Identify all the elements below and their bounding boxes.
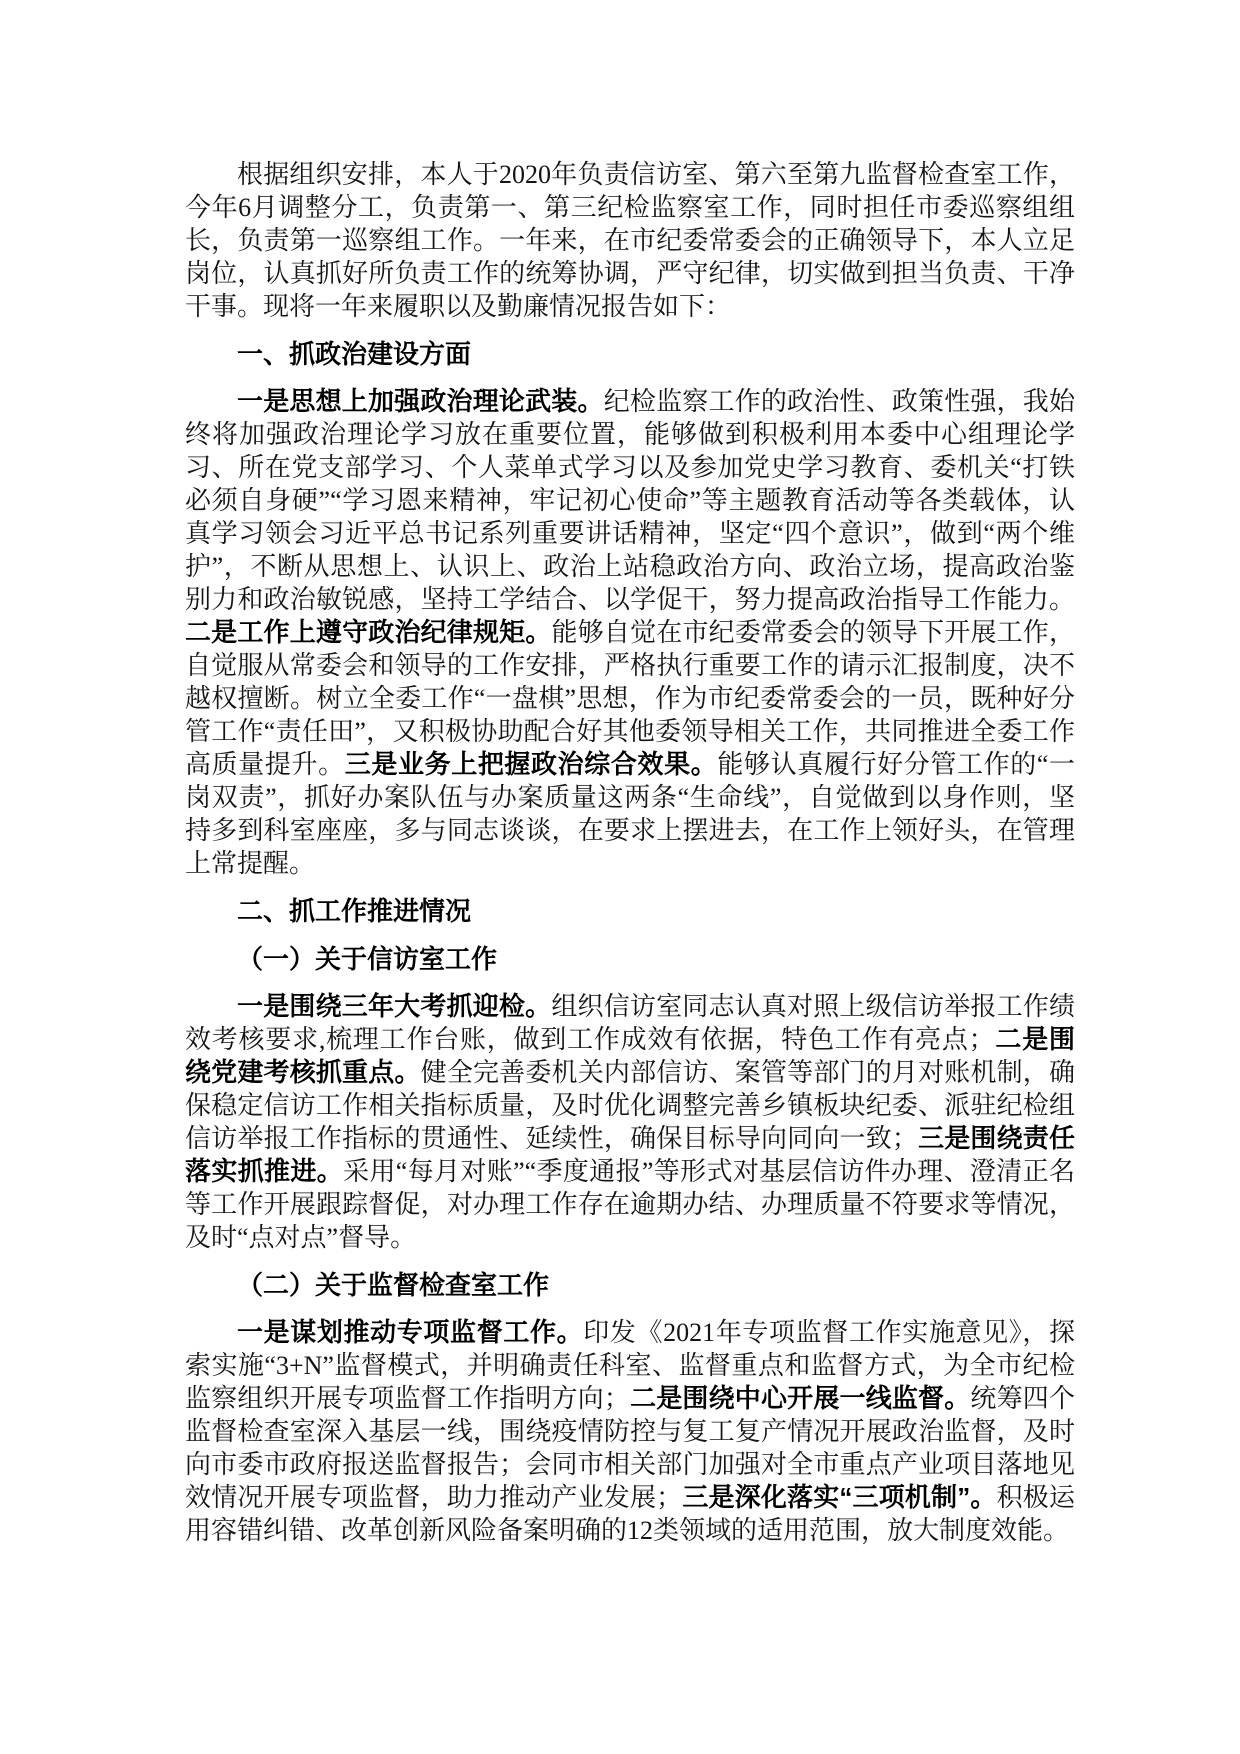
sub-1-bold-lead-1: 一是围绕三年大考抓迎检。 [237,991,552,1021]
sub-1-body-1: 组织信访室同志认真对照上级信访举报工作绩效考核要求,梳理工作台账，做到工作成效有依据，特色工作有亮点； [185,992,1075,1054]
sub-1-bold-lead-3: 三是围绕责任落实抓推进。 [185,1123,1075,1186]
sub-2-bold-lead-2: 二是围绕中心开展一线监督。 [629,1383,971,1413]
sub-2-body-2: 统筹四个监督检查室深入基层一线，围绕疫情防控与复工复产情况开展政治监督，及时向市委市政府报送监督报告；会同市相关部门加强对全市重点产业项目落地见效情况开展专项监督，助力推动产业发展； [185,1384,1075,1512]
sub-2-bold-lead-1: 一是谋划推动专项监督工作。 [237,1317,584,1347]
section-2-title: 二、抓工作推进情况 [237,896,472,926]
intro-text: 根据组织安排，本人于2020年负责信访室、第六至第九监督检查室工作，今年6月调整分工，负责第一、第三纪检监察室工作，同时担任市委巡察组组长，负责第一巡察组工作。一年来，在市纪委常委会的正确领导下，本人立足岗位，认真抓好所负责工作的统筹协调，严守纪律，切实做到担当负责、干净干事。现将一年来履职以及勤廉情况报告如下： [185,160,1075,321]
sub-2-body-1: 印发《2021年专项监督工作实施意见》，探索实施“3+N”监督模式，并明确责任科室、监督重点和监督方式，为全市纪检监察组织开展专项监督工作指明方向； [185,1318,1075,1413]
section-2-sub-2-title: （二）关于监督检查室工作 [237,1270,550,1300]
section-1-body-2: 能够自觉在市纪委常委会的领导下开展工作，自觉服从常委会和领导的工作安排，严格执行重要工作的请示汇报制度，决不越权擅断。树立全委工作“一盘棋”思想，作为市纪委常委会的一员，既种好分管工作“责任田”，又积极协助配合好其他委领导相关工作，共同推进全委工作高质量提升。 [185,618,1075,779]
section-1-paragraph [185,385,1075,880]
section-1-body-1: 纪检监察工作的政治性、政策性强，我始终将加强政治理论学习放在重要位置，能够做到积极利用本委中心组理论学习、所在党支部学习、个人菜单式学习以及参加党史学习教育、委机关“打铁必须自身硬”“学习恩来精神，牢记初心使命”等主题教育活动等各类载体，认真学习领会习近平总书记系列重要讲话精神，坚定“四个意识”，做到“两个维护”，不断从思想上、认识上、政治上站稳政治方向、政治立场，提高政治鉴别力和政治敏锐感，坚持工学结合、以学促干，努力提高政治指导工作能力。 [185,387,1075,614]
sub-1-body-2: 健全完善委机关内部信访、案管等部门的月对账机制，确保稳定信访工作相关指标质量，及时优化调整完善乡镇板块纪委、派驻纪检组信访举报工作指标的贯通性、延续性，确保目标导向同向一致； [185,1058,1075,1153]
sub-1-bold-lead-2: 二是围绕党建考核抓重点。 [185,1024,1075,1087]
section-2-sub-1-paragraph [185,990,1075,1254]
sub-1-body-3: 采用“每月对账”“季度通报”等形式对基层信访件办理、澄清正名等工作开展跟踪督促，对办理工作存在逾期办结、办理质量不符要求等情况，及时“点对点”督导。 [185,1157,1075,1252]
section-2-sub-1-heading [185,942,1075,976]
sub-2-body-3: 积极运用容错纠错、改革创新风险备案明确的12类领域的适用范围，放大制度效能。 [185,1483,1075,1545]
section-2-sub-1-title: （一）关于信访室工作 [237,944,498,974]
sub-2-bold-lead-3: 三是深化落实“三项机制”。 [682,1482,997,1512]
section-1-body-3: 能够认真履行好分管工作的“一岗双责”，抓好办案队伍与办案质量这两条“生命线”，自觉做到以身作则，坚持多到科室座座，多与同志谈谈，在要求上摆进去，在工作上领好头，在管理上常提醒。 [185,750,1075,878]
section-1-heading [185,337,1075,371]
section-2-heading [185,894,1075,928]
section-1-bold-lead-2: 二是工作上遵守政治纪律规矩。 [185,617,552,647]
section-1-bold-lead-3: 三是业务上把握政治综合效果。 [344,749,718,779]
intro-paragraph [185,158,1075,323]
section-1-bold-lead-1: 一是思想上加强政治理论武装。 [237,386,604,416]
section-2-sub-2-paragraph [185,1316,1075,1547]
section-1-title: 一、抓政治建设方面 [237,339,472,369]
section-2-sub-2-heading [185,1268,1075,1302]
